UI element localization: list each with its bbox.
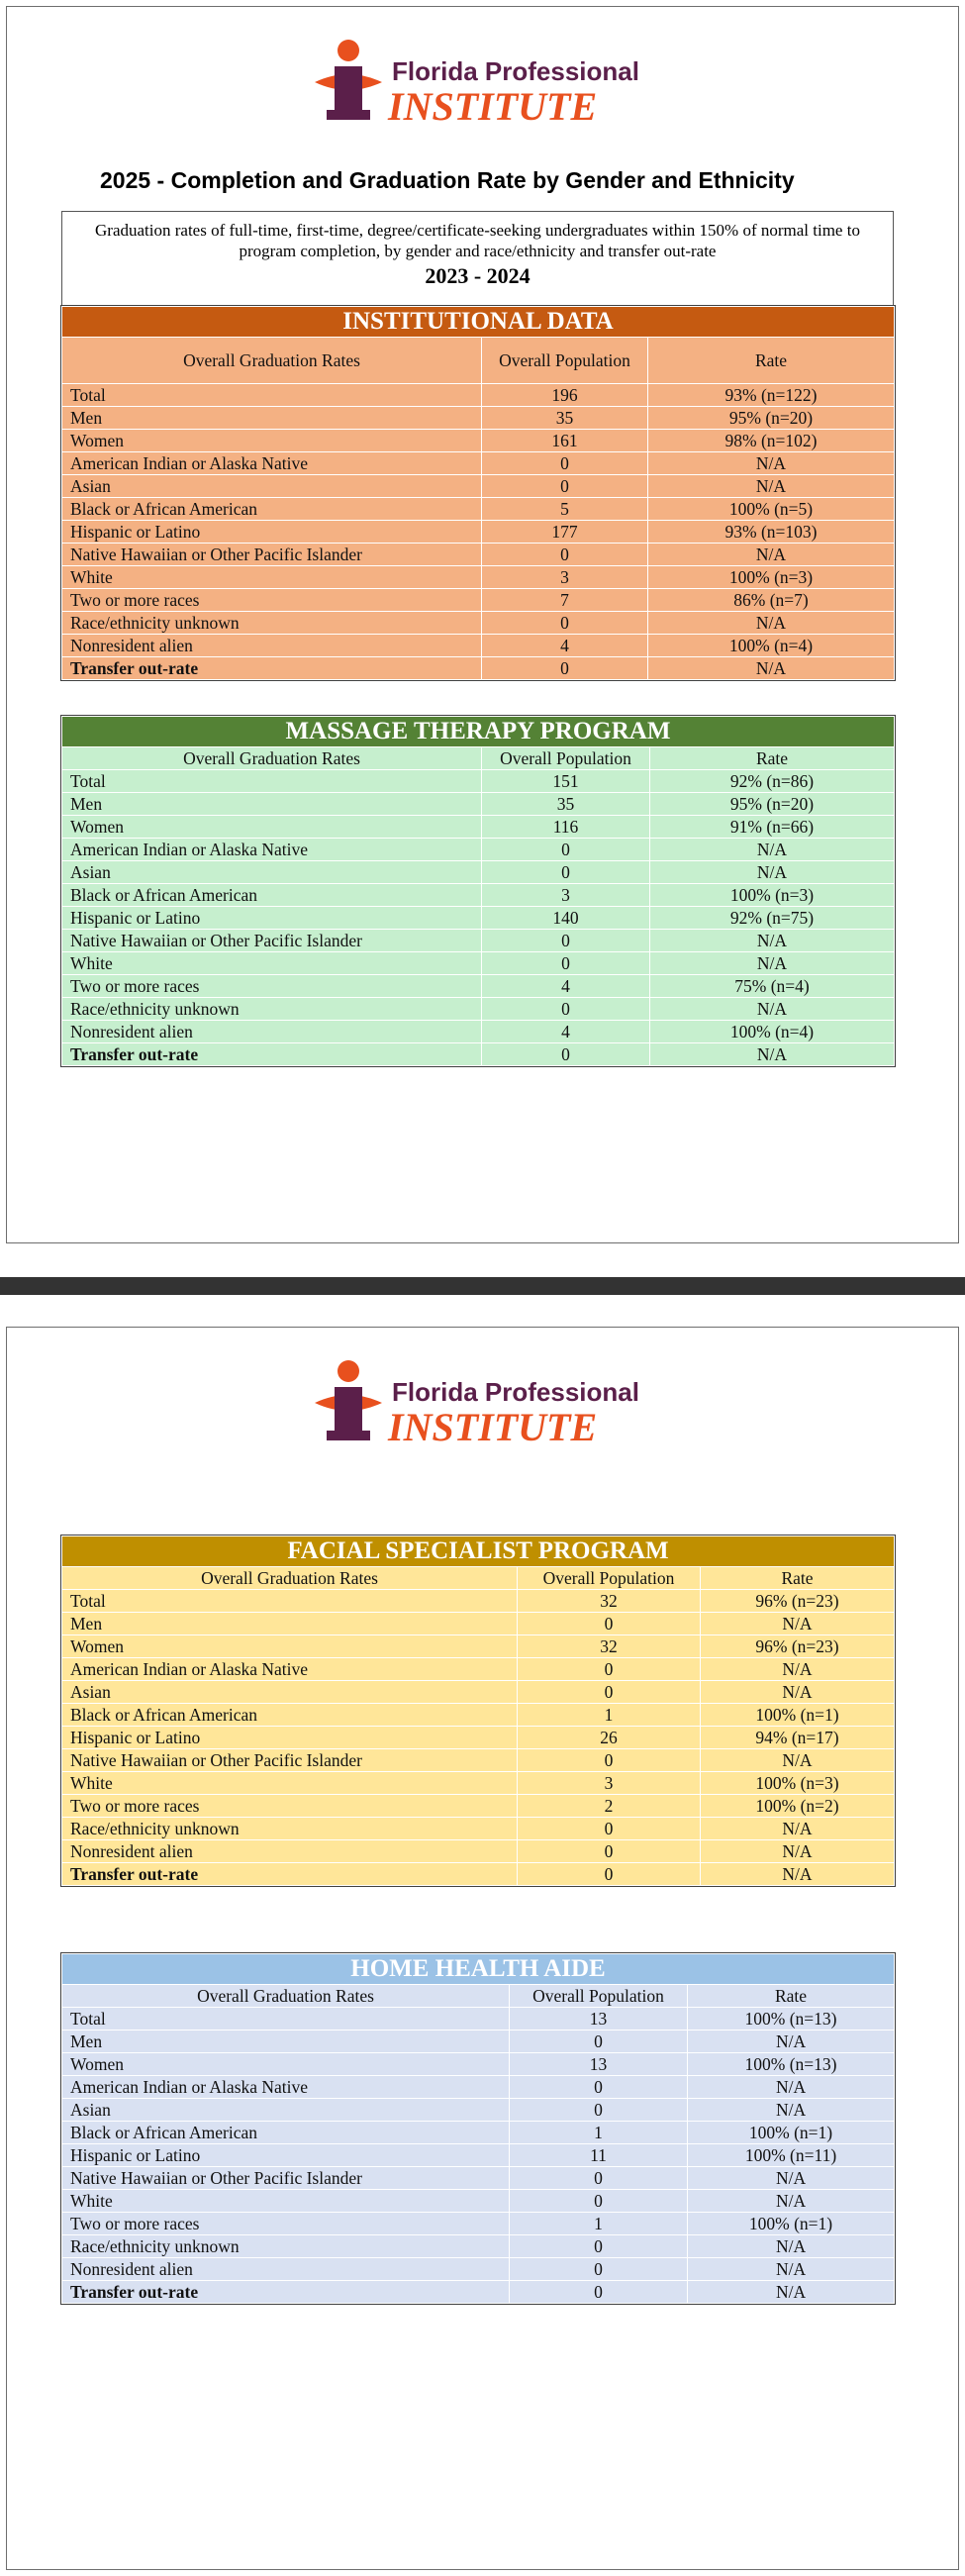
- table-row: [62, 839, 895, 861]
- row-label: American Indian or Alaska Native: [62, 452, 482, 475]
- header-rate: Rate: [650, 747, 895, 770]
- row-rate: N/A: [701, 1613, 895, 1635]
- row-label: Nonresident alien: [62, 1021, 482, 1043]
- row-population: 0: [510, 2258, 688, 2281]
- table-row: [62, 657, 895, 680]
- row-label: Asian: [62, 2099, 510, 2122]
- row-rate: 96% (n=23): [701, 1635, 895, 1658]
- row-rate: 96% (n=23): [701, 1590, 895, 1613]
- document-page-2: [6, 1327, 959, 2570]
- row-rate: N/A: [701, 1681, 895, 1704]
- row-population: 11: [510, 2144, 688, 2167]
- intro-box: [61, 211, 894, 306]
- row-rate: N/A: [688, 2167, 895, 2190]
- massage-therapy-table: [61, 716, 895, 1066]
- row-label: Black or African American: [62, 2122, 510, 2144]
- institute-logo: [309, 1357, 665, 1446]
- row-label: Native Hawaiian or Other Pacific Islander: [62, 1749, 518, 1772]
- row-label: Transfer out-rate: [62, 2281, 510, 2304]
- row-rate: N/A: [648, 475, 895, 498]
- header-rate: Rate: [648, 338, 895, 384]
- row-label: Race/ethnicity unknown: [62, 2235, 510, 2258]
- row-rate: N/A: [688, 2258, 895, 2281]
- report-year: 2023 - 2024: [425, 263, 531, 288]
- row-rate: N/A: [648, 452, 895, 475]
- row-population: 5: [482, 498, 648, 521]
- row-label: White: [62, 952, 482, 975]
- table-row: [62, 1840, 895, 1863]
- table-row: [62, 384, 895, 407]
- row-rate: N/A: [688, 2099, 895, 2122]
- row-label: Hispanic or Latino: [62, 2144, 510, 2167]
- row-population: 2: [518, 1795, 701, 1818]
- row-population: 0: [482, 1043, 650, 1066]
- row-rate: 95% (n=20): [650, 793, 895, 816]
- row-label: American Indian or Alaska Native: [62, 2076, 510, 2099]
- table-row: [62, 452, 895, 475]
- row-population: 3: [518, 1772, 701, 1795]
- row-population: 0: [510, 2281, 688, 2304]
- table-row: [62, 930, 895, 952]
- row-rate: 100% (n=3): [650, 884, 895, 907]
- table-row: [62, 2167, 895, 2190]
- row-rate: N/A: [648, 612, 895, 635]
- row-label: Transfer out-rate: [62, 1863, 518, 1886]
- document-page-1: [6, 6, 959, 1243]
- row-label: Nonresident alien: [62, 635, 482, 657]
- header-population: Overall Population: [510, 1985, 688, 2008]
- table-row: [62, 521, 895, 544]
- institute-logo: [309, 37, 665, 126]
- row-label: Native Hawaiian or Other Pacific Islander: [62, 2167, 510, 2190]
- header-population: Overall Population: [518, 1567, 701, 1590]
- row-label: Asian: [62, 475, 482, 498]
- row-population: 35: [482, 793, 650, 816]
- table-row: [62, 2213, 895, 2235]
- logo-line2: INSTITUTE: [388, 84, 598, 126]
- row-label: White: [62, 566, 482, 589]
- row-label: Total: [62, 384, 482, 407]
- row-rate: 100% (n=13): [688, 2008, 895, 2031]
- table-row: [62, 1043, 895, 1066]
- header-graduation-rates: Overall Graduation Rates: [62, 747, 482, 770]
- row-label: Total: [62, 2008, 510, 2031]
- row-population: 0: [482, 452, 648, 475]
- row-label: Hispanic or Latino: [62, 521, 482, 544]
- row-label: Hispanic or Latino: [62, 907, 482, 930]
- row-population: 177: [482, 521, 648, 544]
- page-divider: [0, 1277, 965, 1295]
- table-row: [62, 1021, 895, 1043]
- row-population: 140: [482, 907, 650, 930]
- table-row: [62, 589, 895, 612]
- row-population: 0: [510, 2167, 688, 2190]
- row-population: 0: [518, 1613, 701, 1635]
- row-rate: N/A: [701, 1818, 895, 1840]
- row-rate: 100% (n=3): [701, 1772, 895, 1795]
- row-label: Transfer out-rate: [62, 1043, 482, 1066]
- table-row: [62, 1863, 895, 1886]
- row-population: 0: [482, 839, 650, 861]
- table-row: [62, 2099, 895, 2122]
- row-rate: N/A: [688, 2190, 895, 2213]
- table-title: HOME HEALTH AIDE: [62, 1954, 895, 1985]
- table-row: [62, 1818, 895, 1840]
- row-rate: N/A: [701, 1863, 895, 1886]
- row-rate: 93% (n=122): [648, 384, 895, 407]
- row-population: 7: [482, 589, 648, 612]
- row-population: 26: [518, 1727, 701, 1749]
- table-row: [62, 2235, 895, 2258]
- row-rate: 92% (n=86): [650, 770, 895, 793]
- table-row: [62, 952, 895, 975]
- row-rate: 100% (n=2): [701, 1795, 895, 1818]
- row-label: Native Hawaiian or Other Pacific Islander: [62, 930, 482, 952]
- row-label: Transfer out-rate: [62, 657, 482, 680]
- row-label: American Indian or Alaska Native: [62, 1658, 518, 1681]
- row-population: 1: [518, 1704, 701, 1727]
- table-row: [62, 907, 895, 930]
- row-rate: N/A: [701, 1840, 895, 1863]
- row-rate: N/A: [688, 2235, 895, 2258]
- table-row: [62, 770, 895, 793]
- row-label: Total: [62, 770, 482, 793]
- row-rate: 93% (n=103): [648, 521, 895, 544]
- row-label: Two or more races: [62, 589, 482, 612]
- row-rate: N/A: [648, 544, 895, 566]
- row-rate: N/A: [701, 1658, 895, 1681]
- row-population: 0: [482, 998, 650, 1021]
- table-title: MASSAGE THERAPY PROGRAM: [62, 717, 895, 747]
- table-row: [62, 498, 895, 521]
- row-population: 0: [482, 612, 648, 635]
- header-population: Overall Population: [482, 338, 648, 384]
- table-row: [62, 1727, 895, 1749]
- row-rate: N/A: [650, 930, 895, 952]
- logo-line2: INSTITUTE: [388, 1405, 598, 1446]
- intro-text: Graduation rates of full-time, first-time, degree/certificate-seeking undergraduates within 150% of normal time to program completion, by gender and race/ethnicity and transfer out-rate: [95, 221, 860, 260]
- row-label: Two or more races: [62, 975, 482, 998]
- row-label: Race/ethnicity unknown: [62, 1818, 518, 1840]
- header-graduation-rates: Overall Graduation Rates: [62, 1985, 510, 2008]
- row-population: 35: [482, 407, 648, 430]
- row-label: Race/ethnicity unknown: [62, 612, 482, 635]
- table-row: [62, 1613, 895, 1635]
- row-rate: 100% (n=3): [648, 566, 895, 589]
- row-rate: 100% (n=5): [648, 498, 895, 521]
- table-row: [62, 407, 895, 430]
- institutional-data-table: [61, 306, 895, 680]
- table-row: [62, 861, 895, 884]
- table-row: [62, 2076, 895, 2099]
- row-population: 4: [482, 1021, 650, 1043]
- row-label: Two or more races: [62, 2213, 510, 2235]
- row-rate: 75% (n=4): [650, 975, 895, 998]
- table-title: INSTITUTIONAL DATA: [62, 307, 895, 338]
- row-population: 13: [510, 2008, 688, 2031]
- table-row: [62, 2031, 895, 2053]
- table-row: [62, 975, 895, 998]
- row-label: White: [62, 2190, 510, 2213]
- facial-specialist-table: [61, 1536, 895, 1886]
- table-row: [62, 2008, 895, 2031]
- row-label: Men: [62, 1613, 518, 1635]
- row-label: Native Hawaiian or Other Pacific Islander: [62, 544, 482, 566]
- row-rate: 100% (n=4): [650, 1021, 895, 1043]
- row-population: 0: [518, 1863, 701, 1886]
- row-population: 0: [482, 657, 648, 680]
- table-title: FACIAL SPECIALIST PROGRAM: [62, 1536, 895, 1567]
- table-row: [62, 2122, 895, 2144]
- row-rate: 94% (n=17): [701, 1727, 895, 1749]
- table-row: [62, 1681, 895, 1704]
- row-population: 3: [482, 884, 650, 907]
- header-rate: Rate: [688, 1985, 895, 2008]
- row-rate: N/A: [650, 1043, 895, 1066]
- row-population: 0: [518, 1840, 701, 1863]
- row-label: Women: [62, 430, 482, 452]
- table-row: [62, 1658, 895, 1681]
- row-label: Black or African American: [62, 884, 482, 907]
- row-population: 196: [482, 384, 648, 407]
- row-rate: 100% (n=13): [688, 2053, 895, 2076]
- row-rate: N/A: [688, 2031, 895, 2053]
- row-label: Asian: [62, 1681, 518, 1704]
- row-population: 0: [482, 952, 650, 975]
- table-row: [62, 998, 895, 1021]
- row-population: 0: [510, 2099, 688, 2122]
- row-rate: 100% (n=1): [701, 1704, 895, 1727]
- row-population: 1: [510, 2213, 688, 2235]
- row-label: Women: [62, 1635, 518, 1658]
- header-population: Overall Population: [482, 747, 650, 770]
- row-rate: N/A: [650, 861, 895, 884]
- row-label: Total: [62, 1590, 518, 1613]
- row-rate: N/A: [650, 952, 895, 975]
- row-label: Nonresident alien: [62, 2258, 510, 2281]
- row-label: Race/ethnicity unknown: [62, 998, 482, 1021]
- document-title: 2025 - Completion and Graduation Rate by Gender and Ethnicity: [100, 167, 795, 193]
- row-rate: 98% (n=102): [648, 430, 895, 452]
- table-row: [62, 2190, 895, 2213]
- table-row: [62, 1772, 895, 1795]
- table-row: [62, 793, 895, 816]
- table-row: [62, 1704, 895, 1727]
- row-population: 32: [518, 1635, 701, 1658]
- row-population: 161: [482, 430, 648, 452]
- row-population: 0: [510, 2190, 688, 2213]
- row-rate: 100% (n=1): [688, 2122, 895, 2144]
- row-label: Women: [62, 816, 482, 839]
- row-population: 0: [482, 930, 650, 952]
- row-rate: 91% (n=66): [650, 816, 895, 839]
- table-row: [62, 2053, 895, 2076]
- table-row: [62, 1749, 895, 1772]
- table-row: [62, 2144, 895, 2167]
- row-label: Black or African American: [62, 1704, 518, 1727]
- row-population: 116: [482, 816, 650, 839]
- row-population: 3: [482, 566, 648, 589]
- table-row: [62, 430, 895, 452]
- row-population: 4: [482, 635, 648, 657]
- header-graduation-rates: Overall Graduation Rates: [62, 338, 482, 384]
- row-population: 0: [518, 1658, 701, 1681]
- row-rate: 100% (n=1): [688, 2213, 895, 2235]
- table-row: [62, 884, 895, 907]
- row-label: Men: [62, 793, 482, 816]
- row-population: 0: [518, 1818, 701, 1840]
- row-rate: N/A: [650, 998, 895, 1021]
- row-label: Two or more races: [62, 1795, 518, 1818]
- row-population: 151: [482, 770, 650, 793]
- row-population: 0: [482, 475, 648, 498]
- row-population: 0: [518, 1749, 701, 1772]
- row-population: 4: [482, 975, 650, 998]
- table-row: [62, 635, 895, 657]
- row-population: 0: [482, 544, 648, 566]
- row-population: 13: [510, 2053, 688, 2076]
- row-population: 1: [510, 2122, 688, 2144]
- home-health-aide-table: [61, 1953, 895, 2304]
- row-label: White: [62, 1772, 518, 1795]
- row-rate: 95% (n=20): [648, 407, 895, 430]
- row-population: 0: [510, 2235, 688, 2258]
- table-row: [62, 475, 895, 498]
- header-graduation-rates: Overall Graduation Rates: [62, 1567, 518, 1590]
- row-label: Hispanic or Latino: [62, 1727, 518, 1749]
- row-population: 0: [482, 861, 650, 884]
- row-rate: N/A: [648, 657, 895, 680]
- row-label: Women: [62, 2053, 510, 2076]
- table-row: [62, 2258, 895, 2281]
- table-row: [62, 566, 895, 589]
- row-population: 32: [518, 1590, 701, 1613]
- row-population: 0: [510, 2076, 688, 2099]
- logo-line1: Florida Professional: [392, 56, 639, 86]
- header-rate: Rate: [701, 1567, 895, 1590]
- row-rate: N/A: [688, 2281, 895, 2304]
- table-row: [62, 612, 895, 635]
- row-rate: 92% (n=75): [650, 907, 895, 930]
- row-rate: N/A: [650, 839, 895, 861]
- row-rate: 100% (n=4): [648, 635, 895, 657]
- row-rate: N/A: [701, 1749, 895, 1772]
- table-row: [62, 544, 895, 566]
- row-rate: N/A: [688, 2076, 895, 2099]
- table-row: [62, 1635, 895, 1658]
- row-rate: 100% (n=11): [688, 2144, 895, 2167]
- row-label: Nonresident alien: [62, 1840, 518, 1863]
- row-label: Men: [62, 2031, 510, 2053]
- row-rate: 86% (n=7): [648, 589, 895, 612]
- row-population: 0: [510, 2031, 688, 2053]
- logo-line1: Florida Professional: [392, 1377, 639, 1407]
- row-population: 0: [518, 1681, 701, 1704]
- table-row: [62, 1590, 895, 1613]
- row-label: Asian: [62, 861, 482, 884]
- row-label: Black or African American: [62, 498, 482, 521]
- row-label: American Indian or Alaska Native: [62, 839, 482, 861]
- table-row: [62, 2281, 895, 2304]
- row-label: Men: [62, 407, 482, 430]
- table-row: [62, 816, 895, 839]
- table-row: [62, 1795, 895, 1818]
